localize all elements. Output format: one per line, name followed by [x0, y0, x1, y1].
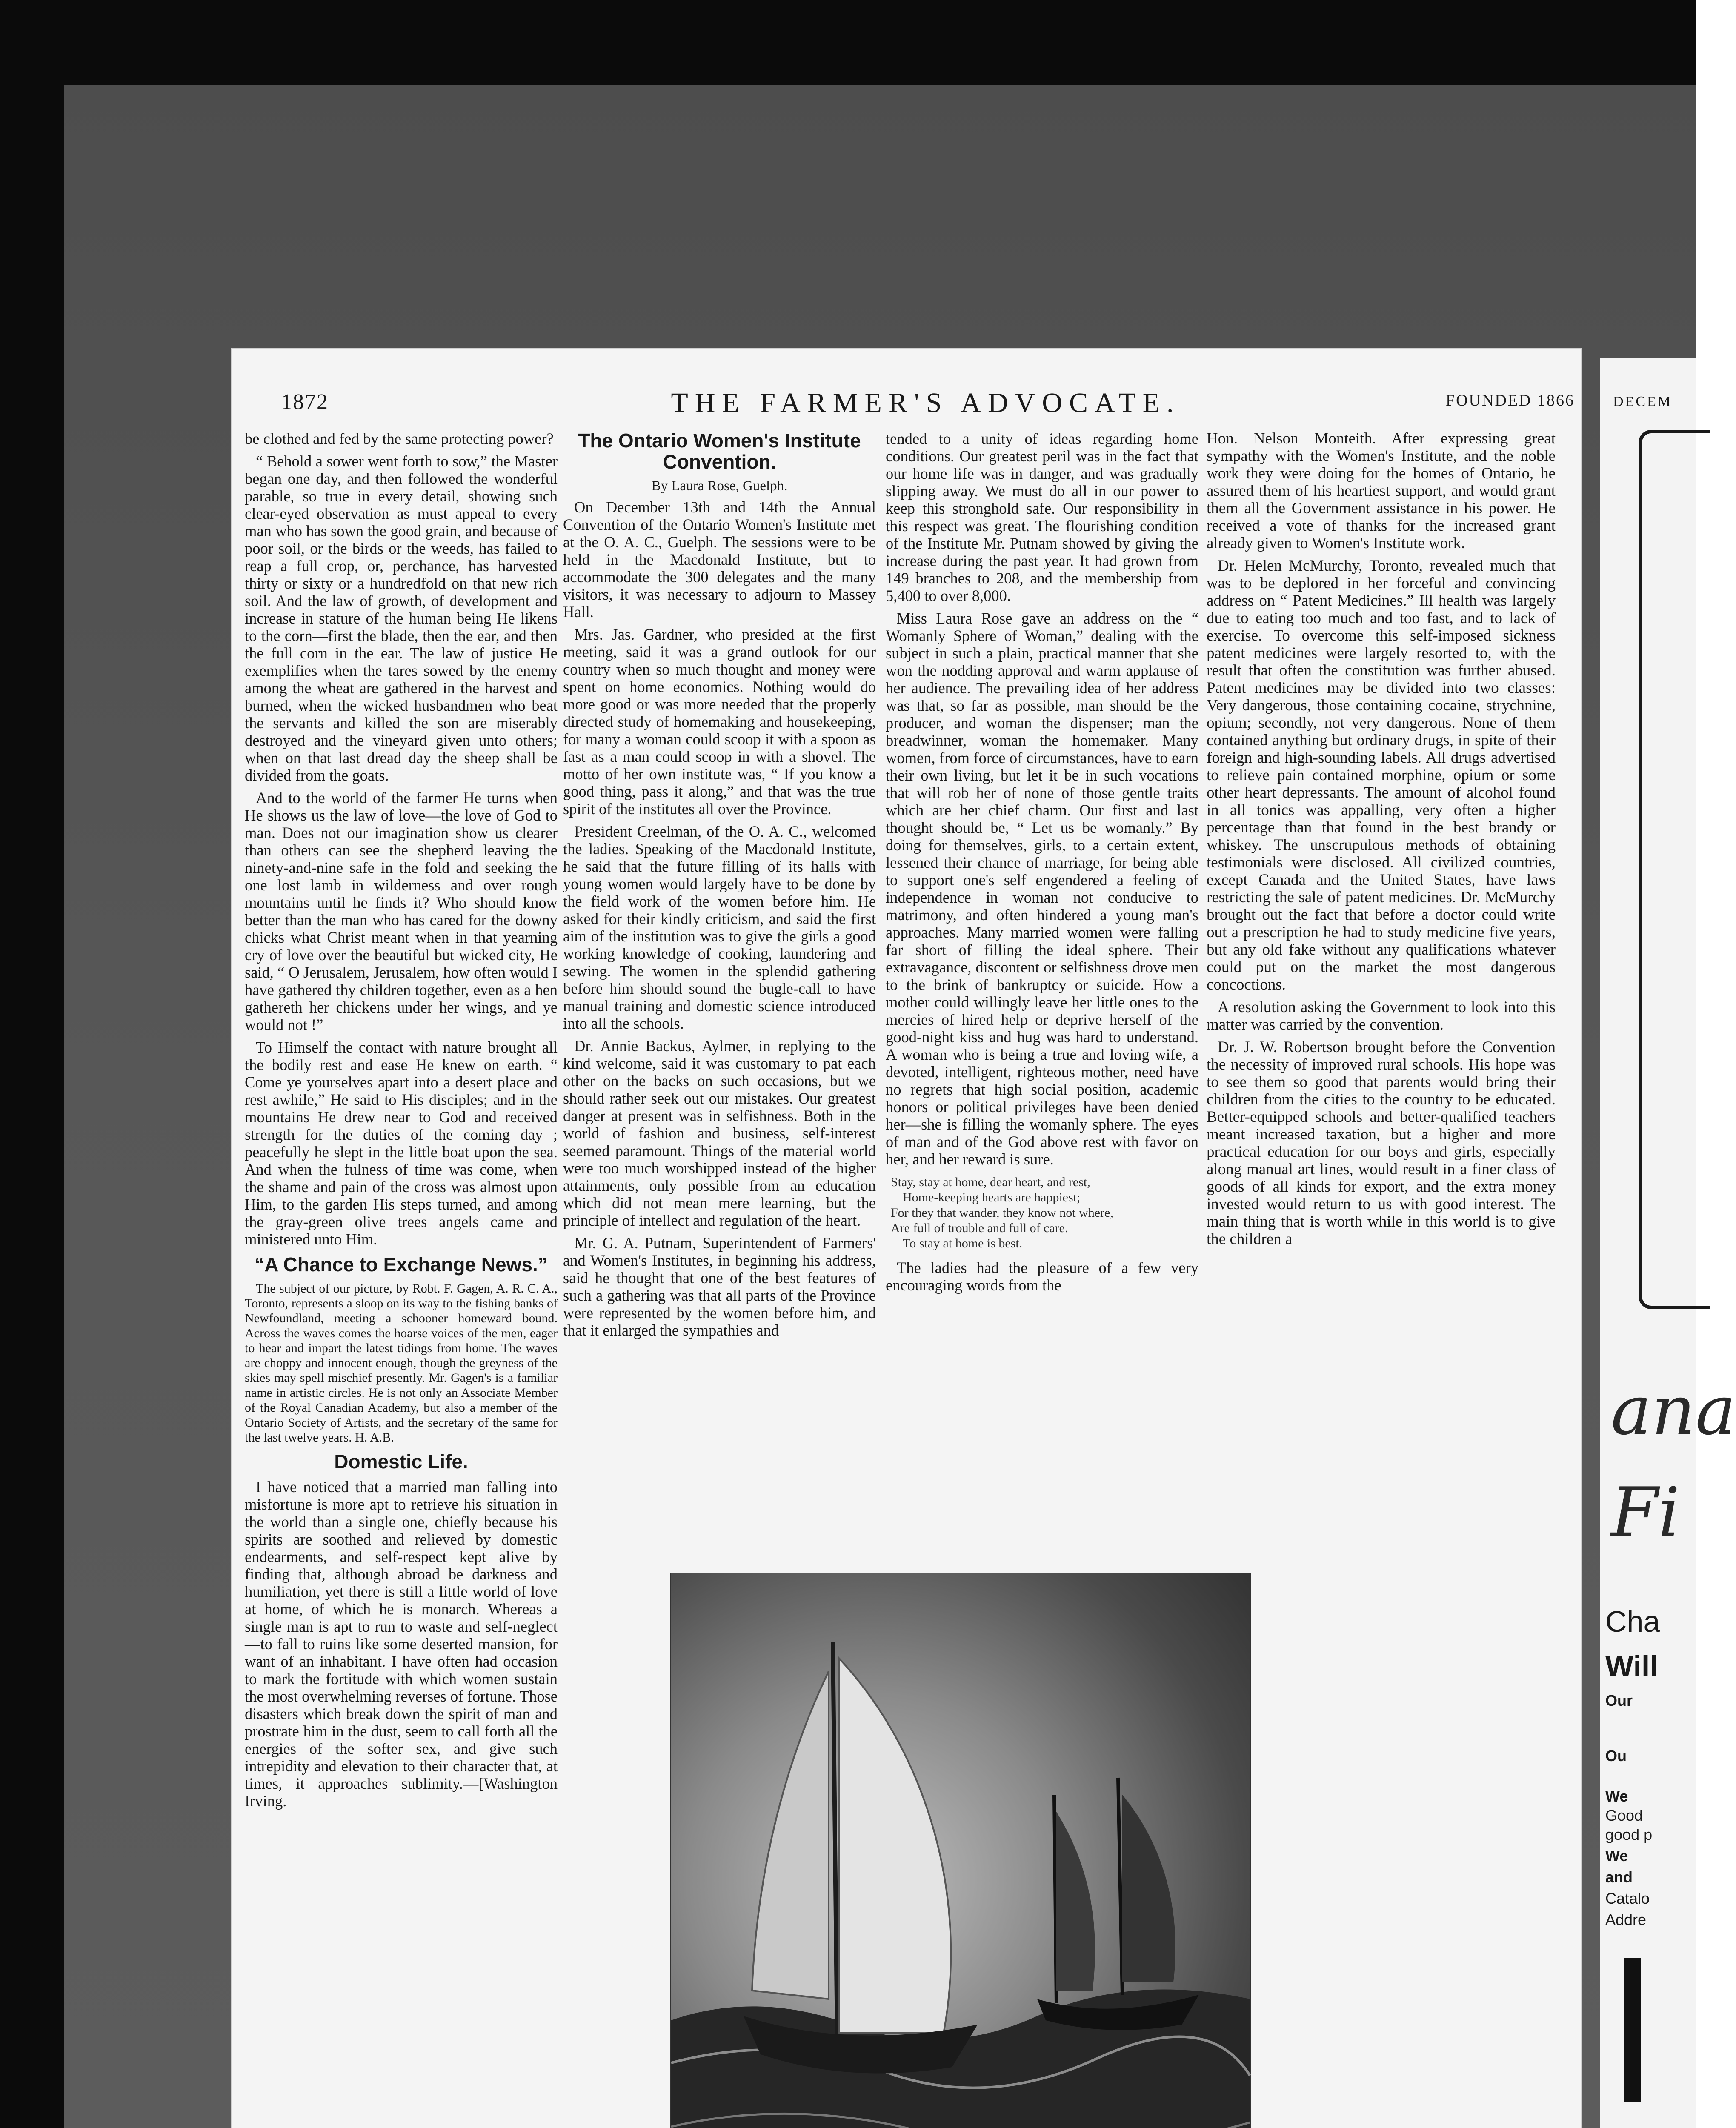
- column-2: [563, 430, 876, 1344]
- convention-heading: The Ontario Women's Institute Convention.: [578, 429, 861, 473]
- article-paragraph: A resolution asking the Government to look into this matter was carried by the convention.: [1207, 998, 1556, 1033]
- article-paragraph: Hon. Nelson Monteith. After expressing great sympathy with the Women's Institute, and the noble work they were doing for the homes of Ontario, he assured them of his heartiest support, and would grant them all the Government assistance in his power. He received a vote of thanks for the increased grant already given to Women's Institute work.: [1207, 430, 1556, 552]
- poem-line: Stay, stay at home, dear heart, and rest,: [891, 1175, 1090, 1189]
- chance-heading: “A Chance to Exchange News.”: [255, 1253, 548, 1276]
- adjacent-page-line: Good: [1605, 1807, 1643, 1824]
- adjacent-page-line: Ou: [1605, 1747, 1627, 1765]
- adjacent-page-line: Addre: [1605, 1911, 1647, 1928]
- column-3: [886, 430, 1198, 1299]
- page-number: 1872: [281, 390, 329, 414]
- newspaper-page: [232, 349, 1581, 2128]
- sailboat-illustration: [670, 1573, 1251, 2128]
- adjacent-page-line: good p: [1605, 1826, 1653, 1843]
- article-paragraph: be clothed and fed by the same protecting power?: [245, 430, 554, 447]
- article-paragraph: Dr. Helen McMurchy, Toronto, revealed much that was to be deplored in her forceful and convincing address on “ Patent Medicines.” Ill health was largely due to eating too much and too fast, and to lack of exercise. To overcome this self-imposed sickness patent medicines were largely resorted to, with the result that often the constitution was further abused. Patent medicines may be divided into two classes: Very dangerous, those containing cocaine, strychnine, opium; secondly, not very dangerous. None of them contained anything but ordinary drugs, in spite of their foreign and high-sounding labels. All drugs advertised to relieve pain contained morphine, opium or some other heart depressants. The amount of alcohol found in all tonics was appalling, very often a higher percentage than that found in the best brandy or whiskey. The unscrupulous methods of obtaining testimonials were disclosed. All civilized countries, except Canada and the United States, have laws restricting the sale of patent medicines. Dr. McMurchy brought out the fact that before a doctor could write out a prescription he had to study medicine five years, but any old fake without any qualifications whatever could put on the market the most dangerous concoctions.: [1207, 557, 1556, 993]
- adjacent-page-line: Catalo: [1605, 1890, 1650, 1907]
- poem-line: To stay at home is best.: [903, 1236, 1023, 1250]
- adjacent-page-rule: [1624, 1958, 1641, 2102]
- article-paragraph: tended to a unity of ideas regarding home conditions. Our greatest peril was in the fact that our home life was in danger, and was gradually slipping away. We must do all in our power to keep this stronghold safe. Our responsibility in this respect was great. The flourishing condition of the Institute Mr. Putnam showed by giving the increase during the past year. It had grown from 149 branches to 208, and the membership from 5,400 to over 8,000.: [886, 430, 1198, 604]
- poem-line: Are full of trouble and full of care.: [891, 1221, 1068, 1235]
- domestic-life-heading: Domestic Life.: [334, 1450, 468, 1473]
- sailboat-engraving: [671, 1573, 1250, 2128]
- adjacent-page-line: and: [1605, 1868, 1633, 1886]
- journal-title: THE FARMER'S ADVOCATE.: [671, 387, 1181, 418]
- adjacent-page-line: Our: [1605, 1692, 1633, 1709]
- picture-note-text: The subject of our picture, by Robt. F. Gagen, A. R. C. A., Toronto, represents a sloop on its way to the fishing banks of Newfoundland, meeting a schooner homeward bound. Across the waves comes the hoarse voices of the men, eager to hear and impart the latest tidings from home. The waves are choppy and innocent enough, though the greyness of the skies may spell mischief presently. Mr. Gagen's is a familiar name in artistic circles. He is not only an Associate Member of the Royal Canadian Academy, but also a member of the Ontario Society of Artists, and the secretary of the same for the last twelve years. H. A.B.: [245, 1281, 558, 1444]
- article-paragraph: The ladies had the pleasure of a few very encouraging words from the: [886, 1259, 1198, 1294]
- article-paragraph: To Himself the contact with nature brought all the bodily rest and ease He knew on earth. “ Come ye yourselves apart into a desert place and rest awhile,” He said to His disciples; and in the mountains He drew near to God and received strength for the duties of the coming day ; peacefully he slept in the little boat upon the sea. And when the fulness of time was come, when the shame and pain of the cross was almost upon Him, to the garden His steps turned, and among the gray-green olive trees angels came and ministered unto Him.: [245, 1038, 558, 1248]
- adjacent-page-line: We: [1605, 1788, 1628, 1805]
- article-paragraph: Dr. Annie Backus, Aylmer, in replying to the kind welcome, said it was customary to pat each other on the backs on such occasions, but we should rather seek out our mistakes. Our greatest danger at present was in selfishness. Both in the world of fashion and business, self-interest seemed paramount. Things of the material world were too much worshipped instead of the higher attainments, only possible from an education which did not mean mere learning, but the principle of intellect and regulation of the heart.: [563, 1037, 876, 1229]
- poem-line: For they that wander, they know not where,: [891, 1206, 1113, 1220]
- adjacent-page-fragment: [1600, 358, 1736, 2128]
- article-paragraph: “ Behold a sower went forth to sow,” the Master began one day, and then followed the wonderful parable, so true in every detail, showing such clear-eyed observation as must appeal to every man who has sown the good grain, and because of poor soil, or the birds or the weeds, has failed to reap a full crop, or, perchance, has harvested thirty or sixty or a hundredfold on that new rich soil. And the law of growth, of development and increase in stature of the human being He likens to the corn—first the blade, then the ear, and then the full corn in the ear. The law of justice He exemplifies when the tares sowed by the enemy among the wheat are gathered in the harvest and burned, when the wicked husbandmen who beat the servants and killed the son are miserably destroyed and the vineyard given unto others; when on that last dread day the sheep shall be divided from the goats.: [245, 452, 558, 784]
- adjacent-page-script-logo-top: ana: [1611, 1370, 1736, 1450]
- article-paragraph: And to the world of the farmer He turns when He shows us the law of love—the love of God to man. Does not our imagination show us clearer than others can see the shepherd leaving the ninety-and-nine safe in the fold and seeking the one lost lamb in wilderness and over rough mountains until he finds it? Who should know better than the man who has cared for the downy chicks what Christ meant when in that yearning cry of love over the beautiful but wicked city, He said, “ O Jerusalem, Jerusalem, how often would I have gathered thy children together, even as a hen gathereth her chickens under her wings, and ye would not !”: [245, 789, 558, 1033]
- adjacent-page-frame: [1639, 430, 1710, 1309]
- article-paragraph: President Creelman, of the O. A. C., welcomed the ladies. Speaking of the Macdonald Institute, he said that the future filling of its halls with young women would largely have to be done by the field work of the women before him. He asked for their kindly criticism, and said the first aim of the institution was to give the girls a good working knowledge of cooking, laundering and sewing. The women in the splendid gathering before him should sound the bugle-call to have manual training and domestic science introduced into all the schools.: [563, 823, 876, 1032]
- poem: [886, 1175, 1198, 1251]
- adjacent-page-line: Will: [1605, 1650, 1658, 1683]
- running-head: [281, 387, 1575, 418]
- founded-note: FOUNDED 1866: [1445, 392, 1575, 409]
- article-paragraph: On December 13th and 14th the Annual Convention of the Ontario Women's Institute met at the O. A. C., Guelph. The sessions were to be held in the Macdonald Institute, but to accommodate the 300 delegates and the many visitors, it was necessary to adjourn to Massey Hall.: [563, 498, 876, 621]
- article-paragraph: Mr. G. A. Putnam, Superintendent of Farmers' and Women's Institutes, in beginning his address, said he thought that one of the best features of such a gathering was that all parts of the Province were represented by the women before him, and that it enlarged the sympathies and: [563, 1234, 876, 1339]
- adjacent-page-line: We: [1605, 1847, 1628, 1865]
- article-paragraph: Miss Laura Rose gave an address on the “ Womanly Sphere of Woman,” dealing with the subject in such a plain, practical manner that she won the nodding approval and warm applause of her audience. The prevailing idea of her address was that, so far as possible, man should be the producer, and woman the dispenser; man the breadwinner, woman the homemaker. Many women, from force of circumstances, have to earn their own living, but let it be in such vocations that will rob her of none of those gentle traits which are her chief charm. Our first and last thought should be, “ Let us be womanly.” By doing for themselves, girls, to a certain extent, lessened their chance of marriage, for being able to support one's self engendered a feeling of independence in woman not conducive to matrimony, and often hindered a young man's approaches. Many married women were falling far short of filling the ideal sphere. Their extravagance, discontent or selfishness drove men to the brink of bankruptcy or suicide. How a mother could willingly leave her little ones to the mercies of hired help or deprive herself of the good-night kiss and hug was hard to understand. A woman who is being a true and loving wife, a devoted, intelligent, righteous mother, need have no regrets that high social position, academic honors or political privileges have been denied her—she is filling the womanly sphere. The eyes of man and of the God above rest with favor on her, and her reward is sure.: [886, 609, 1198, 1168]
- adjacent-page-header: DECEM: [1613, 394, 1672, 409]
- picture-note: [245, 1281, 558, 1445]
- domestic-life-text: I have noticed that a married man falling into misfortune is more apt to retrieve his situation in the world than a single one, chiefly because his spirits are soothed and relieved by domestic endearments, and self-respect kept alive by finding that, although abroad be darkness and humiliation, yet there is still a little world of love at home, of which he is monarch. Whereas a single man is apt to run to waste and self-neglect—to fall to ruins like some deserted mansion, for want of an inhabitant. I have often had occasion to mark the fortitude with which women sustain the most overwhelming reverses of fortune. Those disasters which break down the spirit of man and prostrate him in the dust, seem to call forth all the energies of the softer sex, and give such intrepidity and elevation to their character that, at times, it approaches sublimity.—[Washington Irving.: [245, 1478, 558, 1810]
- column-4: [1207, 430, 1556, 1253]
- poem-line: Home-keeping hearts are happiest;: [903, 1190, 1081, 1204]
- article-paragraph: Mrs. Jas. Gardner, who presided at the first meeting, said it was a grand outlook for our country when so much thought and money were spent on home economics. Nothing would do more good or was more needed that the properly directed study of homemaking and housekeeping, for many a woman could scoop it with a spoon as fast as a man could scoop in with a shovel. The motto of her own institute was, “ If you know a good thing, pass it along,” and that was the true spirit of the institutes all over the Province.: [563, 626, 876, 818]
- article-paragraph: Dr. J. W. Robertson brought before the Convention the necessity of improved rural schools. His hope was to see them so good that parents would bring their children from the cities to the country to be educated. Better-equipped schools and better-qualified teachers meant increased taxation, but a higher and more practical education for our boys and girls, especially along manual art lines, would result in a finer class of goods of all kinds for export, and the extra money invested would return to us with good interest. The main thing that is worth while in this world is to give the children a: [1207, 1038, 1556, 1248]
- adjacent-page-line: Cha: [1605, 1605, 1660, 1638]
- column-1: [245, 430, 558, 1815]
- byline: By Laura Rose, Guelph.: [651, 478, 788, 494]
- adjacent-page-script-logo-bottom: Fi: [1611, 1473, 1680, 1552]
